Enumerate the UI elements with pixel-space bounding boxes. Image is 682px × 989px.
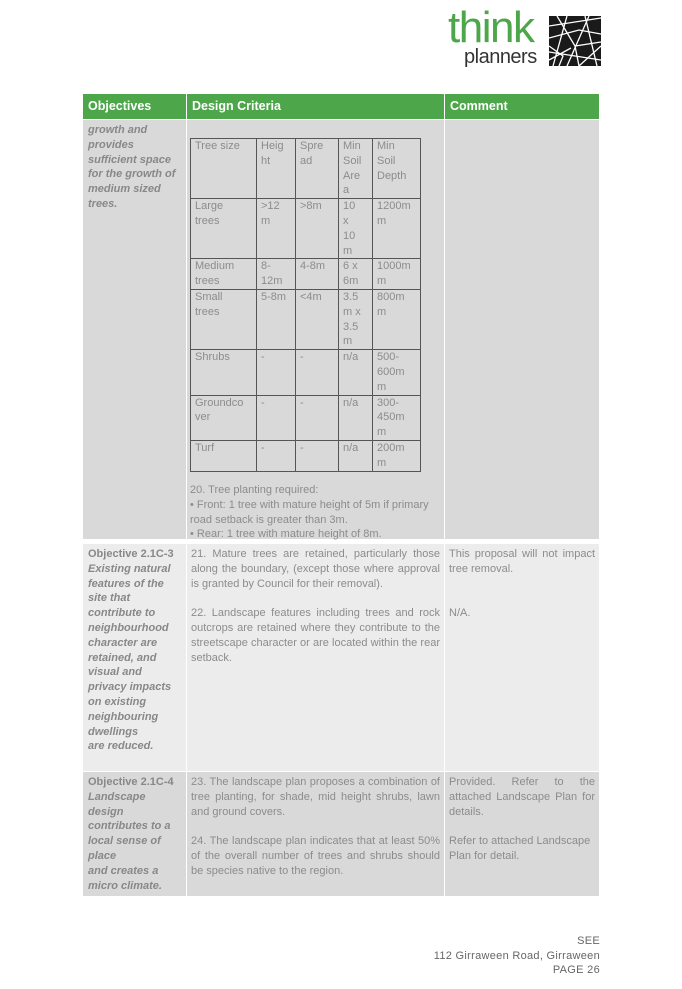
objective-line: micro climate. (88, 879, 162, 892)
tree-table-cell-line: m x (343, 305, 361, 318)
tree-table-cell (296, 440, 339, 471)
tree-planting-note (190, 483, 440, 542)
comment-23: Provided. Refer to the attached Landscape Plan for details. (449, 776, 595, 818)
objective-line: design (88, 805, 124, 818)
tree-table-header-cell (339, 139, 373, 199)
tree-table-row (191, 289, 421, 349)
tree-table-cell-line: m (377, 275, 387, 288)
tree-table-cell-line: 500- (377, 351, 400, 364)
objective-title: Objective 2.1C-4 (88, 776, 174, 788)
comment-24: Refer to attached Landscape Plan for detail. (449, 835, 591, 862)
tree-table-row (191, 259, 421, 290)
tree-table-cell (191, 350, 257, 395)
objective-line: contribute to (88, 607, 156, 620)
tree-table-cell (257, 289, 296, 349)
tree-table-cell-line: trees (195, 275, 220, 288)
tree-table-cell (257, 395, 296, 440)
note-line: • Rear: 1 tree with mature height of 8m. (190, 528, 382, 541)
company-logo (446, 3, 602, 70)
tree-table-cell-line: Heig (261, 140, 284, 152)
tree-table-cell-line: 10 (343, 200, 356, 213)
tree-table-header-cell (296, 139, 339, 199)
tree-table-cell-line: 300- (377, 396, 400, 409)
tree-table-cell-line: Tree size (195, 140, 240, 152)
tree-table-cell-line: 5-8m (261, 290, 287, 303)
tree-table-cell-line: ad (300, 154, 313, 167)
header-design-criteria: Design Criteria (187, 94, 444, 119)
objective-line: retained, and (88, 651, 157, 664)
tree-table-cell (257, 259, 296, 290)
note-line: • Front: 1 tree with mature height of 5m if primary road setback is greater than 3m. (190, 498, 429, 526)
objective-line: dwellings (88, 725, 139, 738)
tree-table-cell (257, 440, 296, 471)
tree-table-cell (191, 199, 257, 259)
tree-table-cell-line: 6 x (343, 260, 358, 273)
tree-table-cell (191, 289, 257, 349)
tree-table-cell (257, 350, 296, 395)
tree-table-cell (339, 440, 373, 471)
page-footer (434, 934, 600, 978)
tree-table-cell-line: Min (343, 140, 361, 152)
footer-address: 112 Girraween Road, Girraween (433, 949, 600, 962)
tree-table-row (191, 350, 421, 395)
tree-table-cell (373, 259, 421, 290)
objective-line: for the growth of (88, 168, 176, 181)
tree-table-cell-line: n/a (343, 351, 359, 364)
row1-comment (445, 120, 599, 539)
tree-table-cell (339, 350, 373, 395)
tree-table-cell (296, 259, 339, 290)
objective-line: on existing (88, 695, 147, 708)
tree-table-cell-line: 800m (377, 290, 405, 303)
tree-table-cell-line: Depth (377, 169, 407, 182)
tree-table-cell-line: n/a (343, 441, 359, 454)
tree-table-cell-line: Soil (377, 154, 396, 167)
objective-line: sufficient space (88, 153, 171, 166)
tree-table-cell-line: ht (261, 154, 271, 167)
objective-line: local sense of (88, 835, 161, 848)
tree-table-cell (296, 289, 339, 349)
objective-line: character are (88, 636, 158, 649)
objective-line: place (88, 849, 117, 862)
objective-line: Existing natural (88, 562, 171, 575)
row3-objective (83, 772, 186, 896)
tree-table-cell (296, 199, 339, 259)
tree-table-header-cell (373, 139, 421, 199)
objective-line: trees. (88, 197, 118, 210)
tree-table-cell-line: m (343, 335, 353, 348)
tree-table-cell (373, 350, 421, 395)
objective-line: are reduced. (88, 740, 154, 753)
tree-table-cell-line: 6m (343, 275, 359, 288)
logo-planners-text: planners (464, 46, 537, 68)
tree-table-cell-line: trees (195, 305, 220, 318)
tree-table-cell (339, 289, 373, 349)
objective-line: and creates a (88, 864, 159, 877)
note-line: 20. Tree planting required: (190, 484, 319, 496)
tree-table-cell-line: Large (195, 200, 224, 213)
tree-table-cell (339, 199, 373, 259)
objective-line: growth and (88, 124, 148, 136)
tree-table-cell-line: 3.5 (343, 290, 359, 303)
tree-table-cell-line: 4-8m (300, 260, 326, 273)
tree-table-cell-line: m (261, 214, 271, 227)
objective-line: Landscape (88, 790, 146, 803)
tree-table-cell (339, 259, 373, 290)
tree-table-cell-line: 12m (261, 275, 283, 288)
tree-table-cell (373, 440, 421, 471)
row3-criteria (187, 772, 444, 896)
tree-table-cell-line: Are (343, 169, 361, 182)
tree-table-cell-line: a (343, 184, 350, 197)
tree-table-cell-line: Min (377, 140, 395, 152)
tree-table-cell-line: Soil (343, 154, 362, 167)
tree-table-cell-line: 1200m (377, 200, 411, 213)
tree-table-cell-line: >12 (261, 200, 280, 213)
row2-objective (83, 544, 186, 771)
header-comment: Comment (445, 94, 599, 119)
tree-table-cell-line: 450m (377, 411, 405, 424)
tree-table-cell (296, 350, 339, 395)
logo-think-text: think (448, 3, 534, 52)
tree-table-cell-line: n/a (343, 396, 359, 409)
tree-table-cell-line: Shrubs (195, 351, 230, 364)
tree-table-cell-line: Turf (195, 441, 215, 454)
objective-line: privacy impacts (88, 681, 172, 694)
tree-table-cell-line: 600m (377, 365, 405, 378)
footer-see: SEE (577, 935, 600, 947)
tree-table-row (191, 199, 421, 259)
tree-table-row (191, 395, 421, 440)
tree-table-cell-line: >8m (300, 200, 322, 213)
criteria-21: 21. Mature trees are retained, particularly those along the boundary, (except those where approval is granted by Council for their removal). (191, 548, 440, 590)
tree-size-table (190, 138, 421, 472)
objective-line: medium sized (88, 183, 161, 196)
tree-table-cell-line: Small (195, 290, 223, 303)
tree-table-header-cell (191, 139, 257, 199)
objective-line: contributes to a (88, 820, 171, 833)
footer-page-number: PAGE 26 (552, 964, 600, 976)
tree-table-cell-line: - (261, 441, 265, 454)
tree-table-cell-line: 200m (377, 441, 405, 454)
tree-table-cell-line: - (300, 351, 304, 364)
objective-line: neighbouring (88, 710, 159, 723)
objective-line: provides (88, 138, 134, 151)
objective-line: site that (88, 592, 131, 605)
tree-table-cell-line: m (377, 456, 387, 469)
tree-table-cell-line: m (377, 214, 387, 227)
comment-22: N/A. (449, 607, 471, 619)
tree-table-cell (191, 440, 257, 471)
tree-table-cell (339, 395, 373, 440)
tree-table-cell-line: <4m (300, 290, 322, 303)
tree-table-cell (373, 199, 421, 259)
comment-21: This proposal will not impact tree removal. (449, 548, 595, 575)
row2-comment (445, 544, 599, 771)
objective-line: neighbourhood (88, 621, 169, 634)
tree-table-cell (296, 395, 339, 440)
tree-table-cell (257, 199, 296, 259)
tree-table-cell-line: m (377, 380, 387, 393)
criteria-23: 23. The landscape plan proposes a combination of tree planting, for shade, mid height shrubs, lawn and ground covers. (191, 776, 440, 818)
tree-table-cell-line: m (377, 426, 387, 439)
row2-criteria (187, 544, 444, 771)
tree-table-cell-line: - (261, 351, 265, 364)
criteria-24: 24. The landscape plan indicates that at least 50% of the overall number of trees and shrubs should be species native to the region. (191, 835, 440, 877)
tree-table-cell (191, 395, 257, 440)
tree-table-cell-line: Groundco (195, 396, 244, 409)
row3-comment (445, 772, 599, 896)
tree-table-cell (191, 259, 257, 290)
tree-table-cell-line: - (261, 396, 265, 409)
tree-table-cell-line: Medium (195, 260, 235, 273)
tree-table-cell (373, 289, 421, 349)
row1-objective (83, 120, 186, 539)
tree-table-cell-line: m (343, 244, 353, 257)
tree-table-cell-line: 1000m (377, 260, 411, 273)
logo-map-icon (549, 16, 601, 66)
tree-table-cell-line: ver (195, 411, 211, 424)
tree-table-cell-line: x (343, 214, 349, 227)
objective-line: features of the (88, 577, 164, 590)
tree-table-cell-line: 10 (343, 229, 356, 242)
tree-table-cell-line: - (300, 396, 304, 409)
header-objectives: Objectives (83, 94, 186, 119)
tree-table-cell-line: m (377, 305, 387, 318)
tree-table-header-row (191, 139, 421, 199)
objective-line: visual and (88, 666, 142, 679)
tree-table-row (191, 440, 421, 471)
tree-table-cell-line: Spre (300, 140, 324, 152)
tree-table-cell-line: - (300, 441, 304, 454)
tree-table-cell-line: trees (195, 214, 220, 227)
objective-title: Objective 2.1C-3 (88, 548, 174, 560)
criteria-22: 22. Landscape features including trees and rock outcrops are retained where they contribute to the streetscape character or are located within the rear setback. (191, 607, 440, 664)
tree-table-header-cell (257, 139, 296, 199)
tree-table-cell (373, 395, 421, 440)
tree-table-cell-line: 8- (261, 260, 271, 273)
tree-table-cell-line: 3.5 (343, 320, 359, 333)
